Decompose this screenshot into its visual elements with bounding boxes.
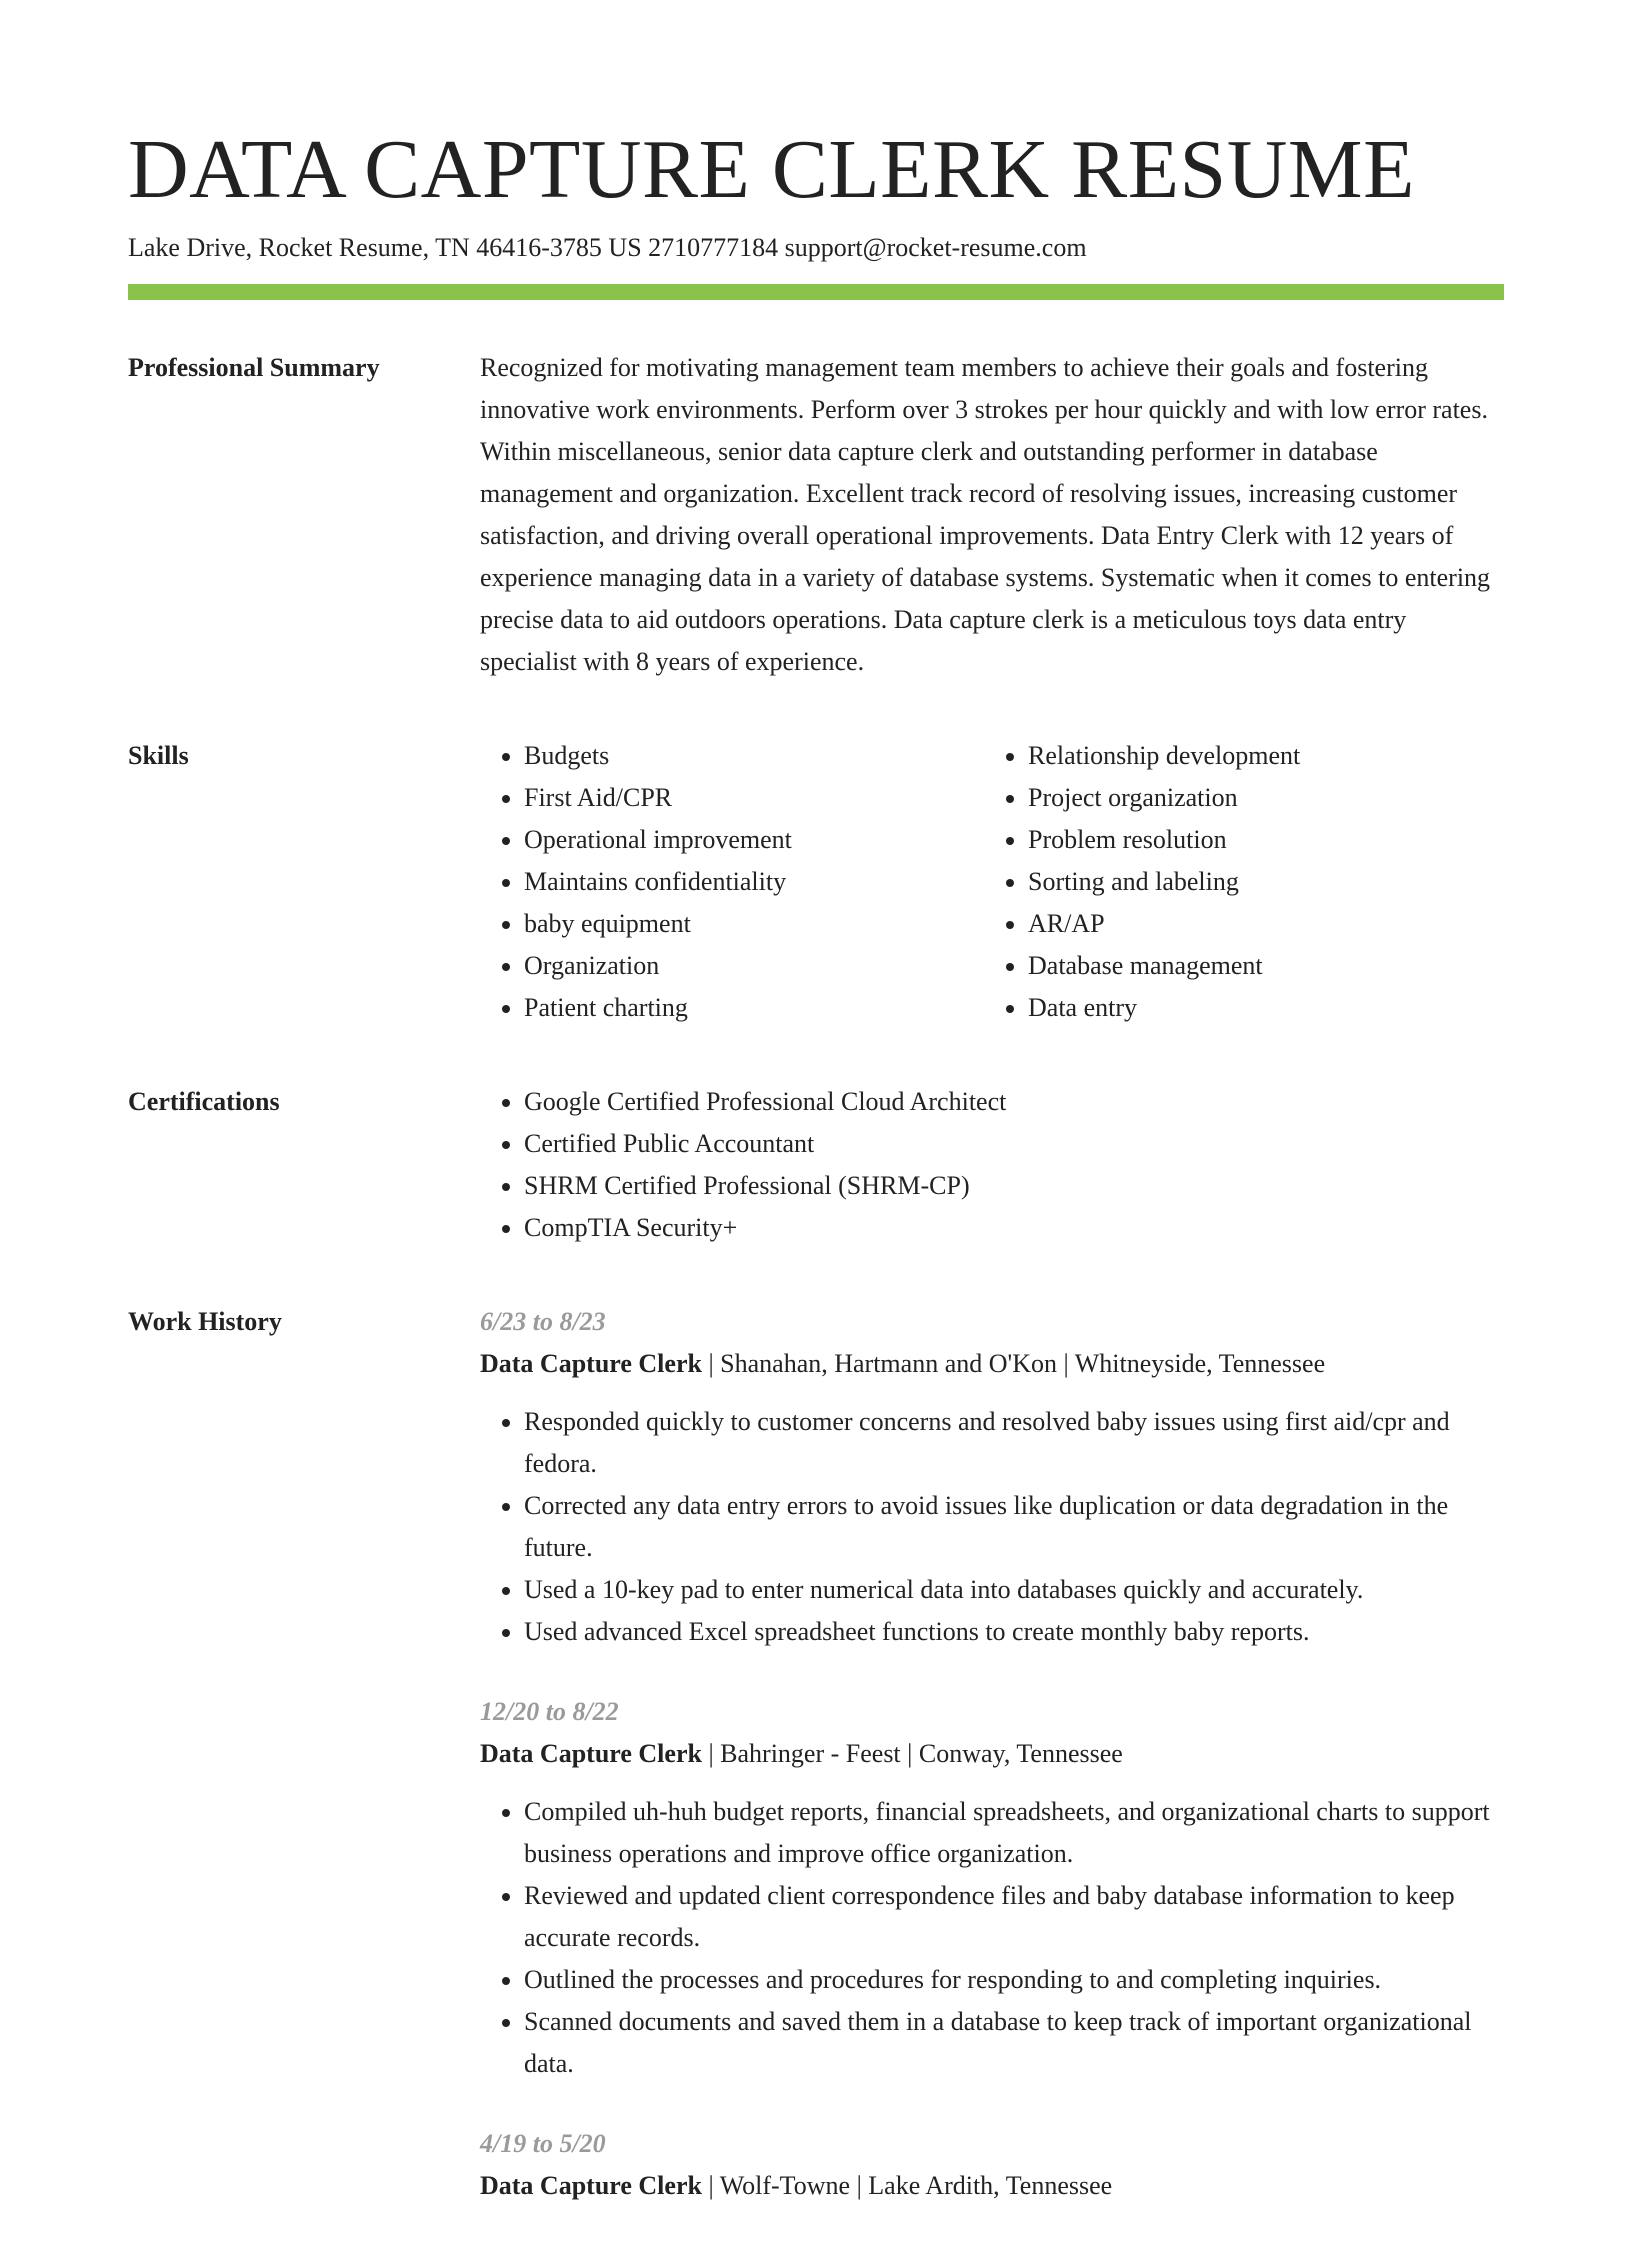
resume-document (128, 118, 1504, 2245)
job-bullets (480, 1401, 1504, 1653)
job-role: Data Capture Clerk (480, 1349, 702, 1378)
job-details: | Shanahan, Hartmann and O'Kon | Whitneyside, Tennessee (701, 1349, 1326, 1378)
list-item: • Maintains confidentiality (524, 861, 984, 903)
list-item: • CompTIA Security+ (524, 1207, 1504, 1249)
contact-line: Lake Drive, Rocket Resume, TN 46416-3785 US 2710777184 support@rocket-resume.com (128, 233, 1087, 262)
job-heading (480, 1733, 1504, 1775)
summary-text: Recognized for motivating management team members to achieve their goals and fostering innovative work environments. Perform over 3 strokes per hour quickly and with low error rates. Within miscellaneous, senior data capture clerk and outstanding performer in database management and organization. Excellent track record of resolving issues, increasing customer satisfaction, and driving overall operational improvements. Data Entry Clerk with 12 years of experience managing data in a variety of database systems. Systematic when it comes to entering precise data to aid outdoors operations. Data capture clerk is a meticulous toys data entry specialist with 8 years of experience. (480, 353, 1491, 676)
list-item: • Google Certified Professional Cloud Architect (524, 1081, 1504, 1123)
job-details: | Wolf-Towne | Lake Ardith, Tennessee (701, 2171, 1113, 2200)
list-item: • Operational improvement (524, 819, 984, 861)
resume-title: DATA CAPTURE CLERK RESUME (128, 123, 1415, 216)
section-body (480, 1301, 1504, 2245)
job-entry (480, 1301, 1504, 1653)
list-item: • Database management (1028, 945, 1504, 987)
section-professional-summary (128, 347, 1504, 683)
list-item: • baby equipment (524, 903, 984, 945)
certifications-list (480, 1081, 1504, 1249)
list-item: • Data entry (1028, 987, 1504, 1029)
list-item: • Outlined the processes and procedures for responding to and completing inquiries. (524, 1959, 1504, 2001)
skills-columns (480, 735, 1504, 1029)
job-bullets (480, 1791, 1504, 2085)
job-dates: 6/23 to 8/23 (480, 1307, 606, 1336)
section-work-history (128, 1301, 1504, 2245)
list-item: • Corrected any data entry errors to avoid issues like duplication or data degradation in the future. (524, 1485, 1504, 1569)
section-label: Skills (128, 741, 189, 770)
job-entry (480, 1691, 1504, 2085)
skills-list-left (480, 735, 984, 1029)
section-label: Work History (128, 1307, 282, 1336)
list-item: • Relationship development (1028, 735, 1504, 777)
skills-list-right (984, 735, 1504, 1029)
list-item: • Patient charting (524, 987, 984, 1029)
list-item: • Certified Public Accountant (524, 1123, 1504, 1165)
list-item: • Problem resolution (1028, 819, 1504, 861)
list-item: • Used a 10-key pad to enter numerical data into databases quickly and accurately. (524, 1569, 1504, 1611)
list-item: • Project organization (1028, 777, 1504, 819)
section-body (480, 347, 1504, 683)
job-details: | Bahringer - Feest | Conway, Tennessee (701, 1739, 1123, 1768)
list-item: • Scanned documents and saved them in a database to keep track of important organizational data. (524, 2001, 1504, 2085)
section-body (480, 735, 1504, 1029)
job-role: Data Capture Clerk (480, 2171, 702, 2200)
list-item: • Reviewed and updated client correspondence files and baby database information to keep accurate records. (524, 1875, 1504, 1959)
section-label: Certifications (128, 1087, 280, 1116)
list-item: • Used advanced Excel spreadsheet functions to create monthly baby reports. (524, 1611, 1504, 1653)
section-certifications (128, 1081, 1504, 1249)
list-item: • First Aid/CPR (524, 777, 984, 819)
job-role: Data Capture Clerk (480, 1739, 702, 1768)
section-body (480, 1081, 1504, 1249)
accent-divider (128, 284, 1504, 300)
job-dates: 12/20 to 8/22 (480, 1697, 619, 1726)
section-skills (128, 735, 1504, 1029)
list-item: • AR/AP (1028, 903, 1504, 945)
job-heading (480, 2165, 1504, 2207)
list-item: • Sorting and labeling (1028, 861, 1504, 903)
list-item: • Responded quickly to customer concerns and resolved baby issues using first aid/cpr and fedora. (524, 1401, 1504, 1485)
list-item: • Compiled uh-huh budget reports, financial spreadsheets, and organizational charts to support business operations and improve office organization. (524, 1791, 1504, 1875)
list-item: • Budgets (524, 735, 984, 777)
section-label: Professional Summary (128, 353, 380, 382)
job-heading (480, 1343, 1504, 1385)
list-item: • Organization (524, 945, 984, 987)
job-entry (480, 2123, 1504, 2207)
job-dates: 4/19 to 5/20 (480, 2129, 606, 2158)
list-item: • SHRM Certified Professional (SHRM-CP) (524, 1165, 1504, 1207)
